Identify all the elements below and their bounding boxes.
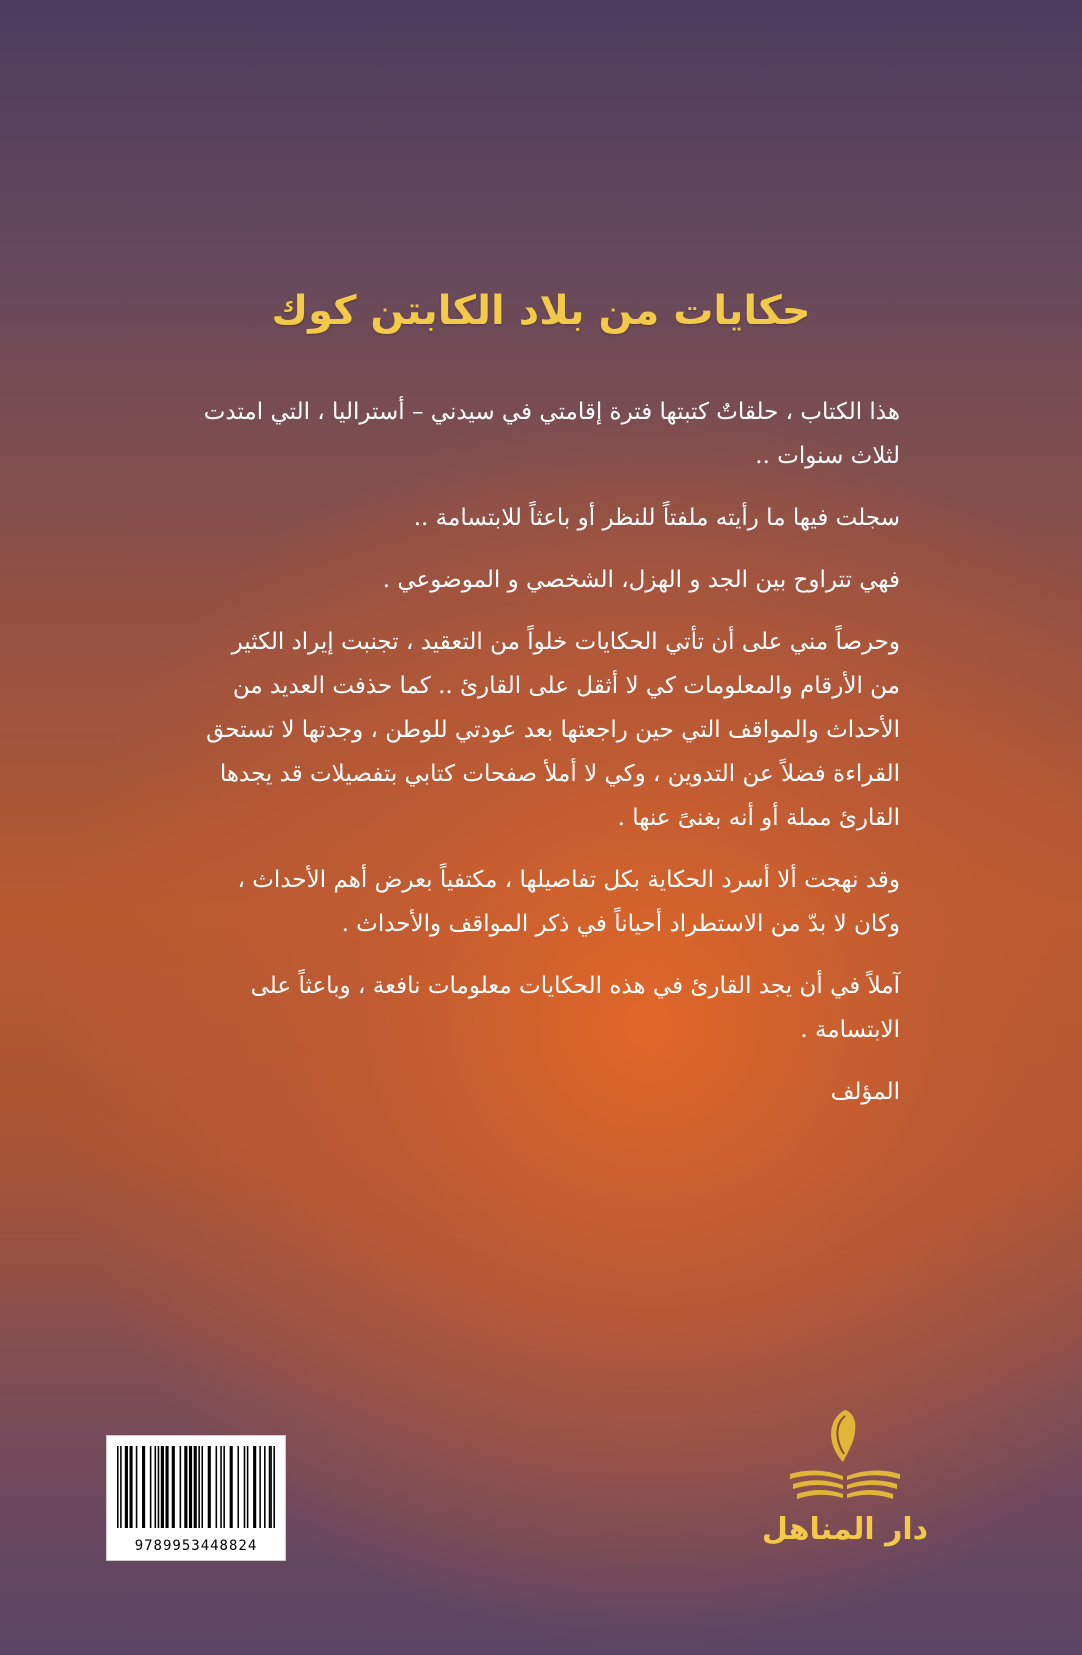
publisher-name: دار المناهل	[761, 1512, 929, 1547]
barcode-bar	[125, 1446, 128, 1528]
barcode-bar	[194, 1446, 197, 1528]
isbn-barcode	[106, 1435, 286, 1561]
barcode-bar	[273, 1446, 275, 1528]
blurb-text	[195, 390, 900, 1132]
blurb-paragraph: وحرصاً مني على أن تأتي الحكايات خلواً من التعقيد ، تجنبت إيراد الكثير من الأرقام والمعلومات كي لا أثقل على القارئ .. كما حذفت العديد من الأحداث والمواقف التي حين راجعتها بعد عودتي للوطن ، وجدتها لا تستحق القراءة فضلاً عن التدوين ، وكي لا أملأ صفحات كتابي بتفصيلات قد يجدها القارئ مملة أو أنه بغنىً عنها .	[206, 629, 900, 831]
isbn-number: 9789953448824	[134, 1538, 258, 1554]
barcode-bar	[220, 1446, 222, 1528]
barcode-bar	[150, 1446, 152, 1528]
blurb-paragraph: فهي تتراوح بين الجد و الهزل، الشخصي و الموضوعي .	[382, 567, 900, 593]
barcode-bar	[264, 1446, 266, 1528]
barcode-bar	[198, 1446, 200, 1528]
barcode-bar	[237, 1446, 239, 1528]
publisher-logo	[745, 1380, 945, 1560]
barcode-bar	[208, 1446, 211, 1528]
blurb-paragraph: وقد نهجت ألا أسرد الحكاية بكل تفاصيلها ، مكتفياً بعرض أهم الأحداث ، وكان لا بدّ من الاستطراد أحياناً في ذكر المواقف والأحداث .	[237, 867, 900, 937]
barcode-bar	[216, 1446, 218, 1528]
barcode-bar	[230, 1446, 233, 1528]
book-title: حكايات من بلاد الكابتن كوك	[271, 288, 811, 334]
barcode-bar	[201, 1446, 203, 1528]
barcode-bar	[184, 1446, 187, 1528]
barcode-bar	[172, 1446, 175, 1528]
barcode-bar	[269, 1446, 271, 1528]
barcode-bar	[244, 1446, 246, 1528]
barcode-bar	[247, 1446, 249, 1528]
barcode-bar	[155, 1446, 157, 1528]
barcode-bar	[180, 1446, 182, 1528]
barcode-bar	[259, 1446, 261, 1528]
barcode-bar	[130, 1446, 133, 1528]
barcode-bar	[158, 1446, 160, 1528]
barcode-bar	[117, 1446, 119, 1528]
barcode-bar	[223, 1446, 225, 1528]
blurb-paragraph: آملاً في أن يجد القارئ في هذه الحكايات معلومات نافعة ، وباعثاً على الابتسامة .	[250, 973, 900, 1043]
barcode-bar	[189, 1446, 192, 1528]
barcode-bar	[142, 1446, 145, 1528]
barcode-bar	[136, 1446, 138, 1528]
barcode-bars	[115, 1446, 277, 1528]
barcode-bar	[253, 1446, 256, 1528]
barcode-bar	[161, 1446, 164, 1528]
barcode-bar	[166, 1446, 169, 1528]
barcode-bar	[270, 1446, 272, 1528]
author-signature: المؤلف	[830, 1079, 900, 1105]
blurb-paragraph: سجلت فيها ما رأيته ملفتاً للنظر أو باعثاً للابتسامة ..	[413, 505, 900, 531]
book-quill-icon	[745, 1380, 945, 1515]
barcode-bar	[120, 1446, 122, 1528]
blurb-paragraph: هذا الكتاب ، حلقاتٌ كتبتها فترة إقامتي في سيدني – أستراليا ، التي امتدت لثلاث سنوات ..	[203, 399, 900, 469]
